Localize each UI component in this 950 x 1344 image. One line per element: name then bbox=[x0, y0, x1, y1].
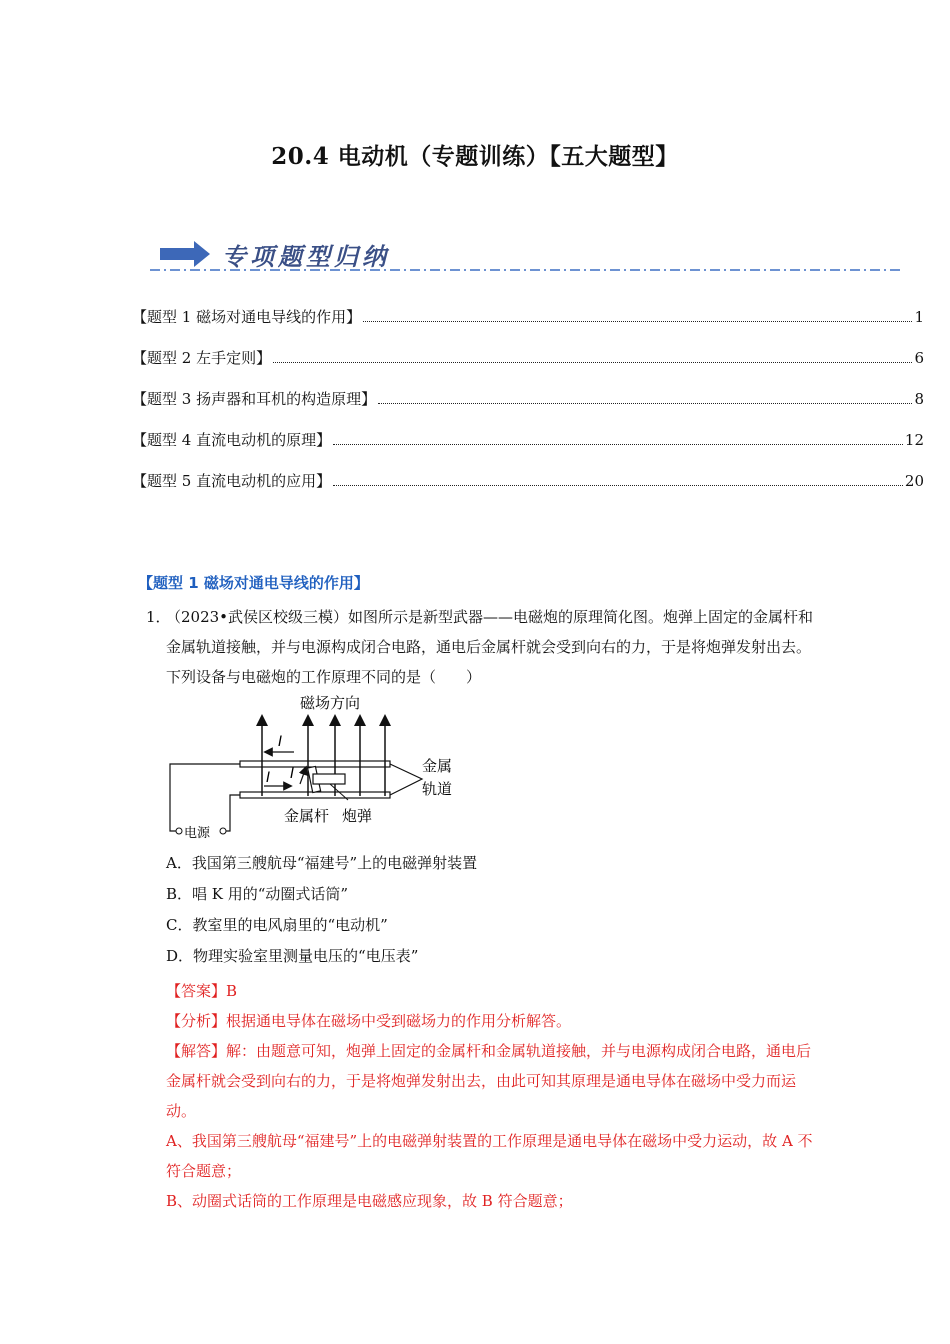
toc-item-page: 12 bbox=[904, 431, 924, 449]
toc-item[interactable] bbox=[132, 470, 924, 511]
toc-leader bbox=[363, 320, 912, 322]
explain-a: A、我国第三艘航母“福建号”上的电磁弹射装置的工作原理是通电导体在磁场中受力运动，故 A 不符合题意； bbox=[166, 1132, 813, 1180]
toc-item[interactable] bbox=[132, 388, 924, 429]
terminal-left bbox=[176, 828, 182, 834]
explain-b: B、动圈式话筒的工作原理是电磁感应现象，故 B 符合题意； bbox=[166, 1192, 573, 1210]
field-label: 磁场方向 bbox=[300, 694, 361, 712]
table-of-contents bbox=[132, 306, 924, 511]
toc-leader bbox=[333, 484, 903, 486]
toc-item-label: 【题型 4 直流电动机的原理】 bbox=[132, 431, 332, 449]
toc-leader bbox=[378, 402, 912, 404]
page-title: 20.4 电动机（专题训练）【五大题型】 bbox=[271, 143, 679, 170]
question-stem: （2023•武侯区校级三模）如图所示是新型武器——电磁炮的原理简化图。炮弹上固定的金属杆和金属轨道接触，并与电源构成闭合电路，通电后金属杆就会受到向右的力，于是将炮弹发射出去。下列设备与电磁炮的工作原理不同的是（ ） bbox=[166, 608, 814, 686]
option-c[interactable]: C．教室里的电风扇里的“电动机” bbox=[166, 916, 388, 934]
toc-leader bbox=[333, 443, 903, 445]
terminal-right bbox=[220, 828, 226, 834]
toc-item-label: 【题型 1 磁场对通电导线的作用】 bbox=[132, 308, 362, 326]
toc-item-page: 8 bbox=[914, 390, 924, 408]
arrow-right-icon bbox=[160, 241, 210, 267]
question-number: 1． bbox=[146, 608, 171, 626]
shell-label: 炮弹 bbox=[342, 807, 373, 825]
toc-item-page: 6 bbox=[914, 349, 924, 367]
answer-options bbox=[166, 852, 477, 976]
toc-item[interactable] bbox=[132, 347, 924, 388]
toc-item-page: 20 bbox=[904, 472, 924, 490]
rail-label: 金属 bbox=[422, 757, 453, 775]
current-label: I bbox=[278, 734, 283, 750]
current-arrow bbox=[300, 770, 305, 784]
shell bbox=[313, 774, 345, 784]
answer-line: 【答案】B bbox=[166, 982, 238, 1000]
analysis-line: 【分析】根据通电导体在磁场中受到磁场力的作用分析解答。 bbox=[166, 1012, 572, 1030]
railgun-diagram bbox=[160, 688, 470, 842]
option-a[interactable]: A．我国第三艘航母“福建号”上的电磁弹射装置 bbox=[166, 854, 478, 872]
rail-label: 轨道 bbox=[422, 780, 453, 798]
current-label: I bbox=[290, 766, 295, 782]
toc-item-label: 【题型 2 左手定则】 bbox=[132, 349, 272, 367]
toc-item-page: 1 bbox=[914, 308, 924, 326]
current-label: I bbox=[266, 770, 271, 786]
source-label: 电源 bbox=[184, 826, 211, 841]
rail-tip bbox=[390, 764, 422, 795]
rod-label: 金属杆 bbox=[284, 807, 330, 825]
toc-item[interactable] bbox=[132, 429, 924, 470]
banner-title: 专项题型归纳 bbox=[222, 243, 390, 271]
toc-item-label: 【题型 5 直流电动机的应用】 bbox=[132, 472, 332, 490]
section-heading: 【题型 1 磁场对通电导线的作用】 bbox=[138, 574, 369, 592]
option-b[interactable]: B．唱 K 用的“动圈式话筒” bbox=[166, 885, 349, 903]
option-d[interactable]: D．物理实验室里测量电压的“电压表” bbox=[166, 947, 419, 965]
wire-right bbox=[226, 795, 240, 831]
solution-text: 【解答】解：由题意可知，炮弹上固定的金属杆和金属轨道接触，并与电源构成闭合电路，通电后金属杆就会受到向右的力，于是将炮弹发射出去，由此可知其原理是通电导体在磁场中受力而运动。 bbox=[166, 1042, 812, 1120]
toc-leader bbox=[273, 361, 912, 363]
toc-item[interactable] bbox=[132, 306, 924, 347]
toc-item-label: 【题型 3 扬声器和耳机的构造原理】 bbox=[132, 390, 377, 408]
answer-block bbox=[166, 976, 816, 1216]
